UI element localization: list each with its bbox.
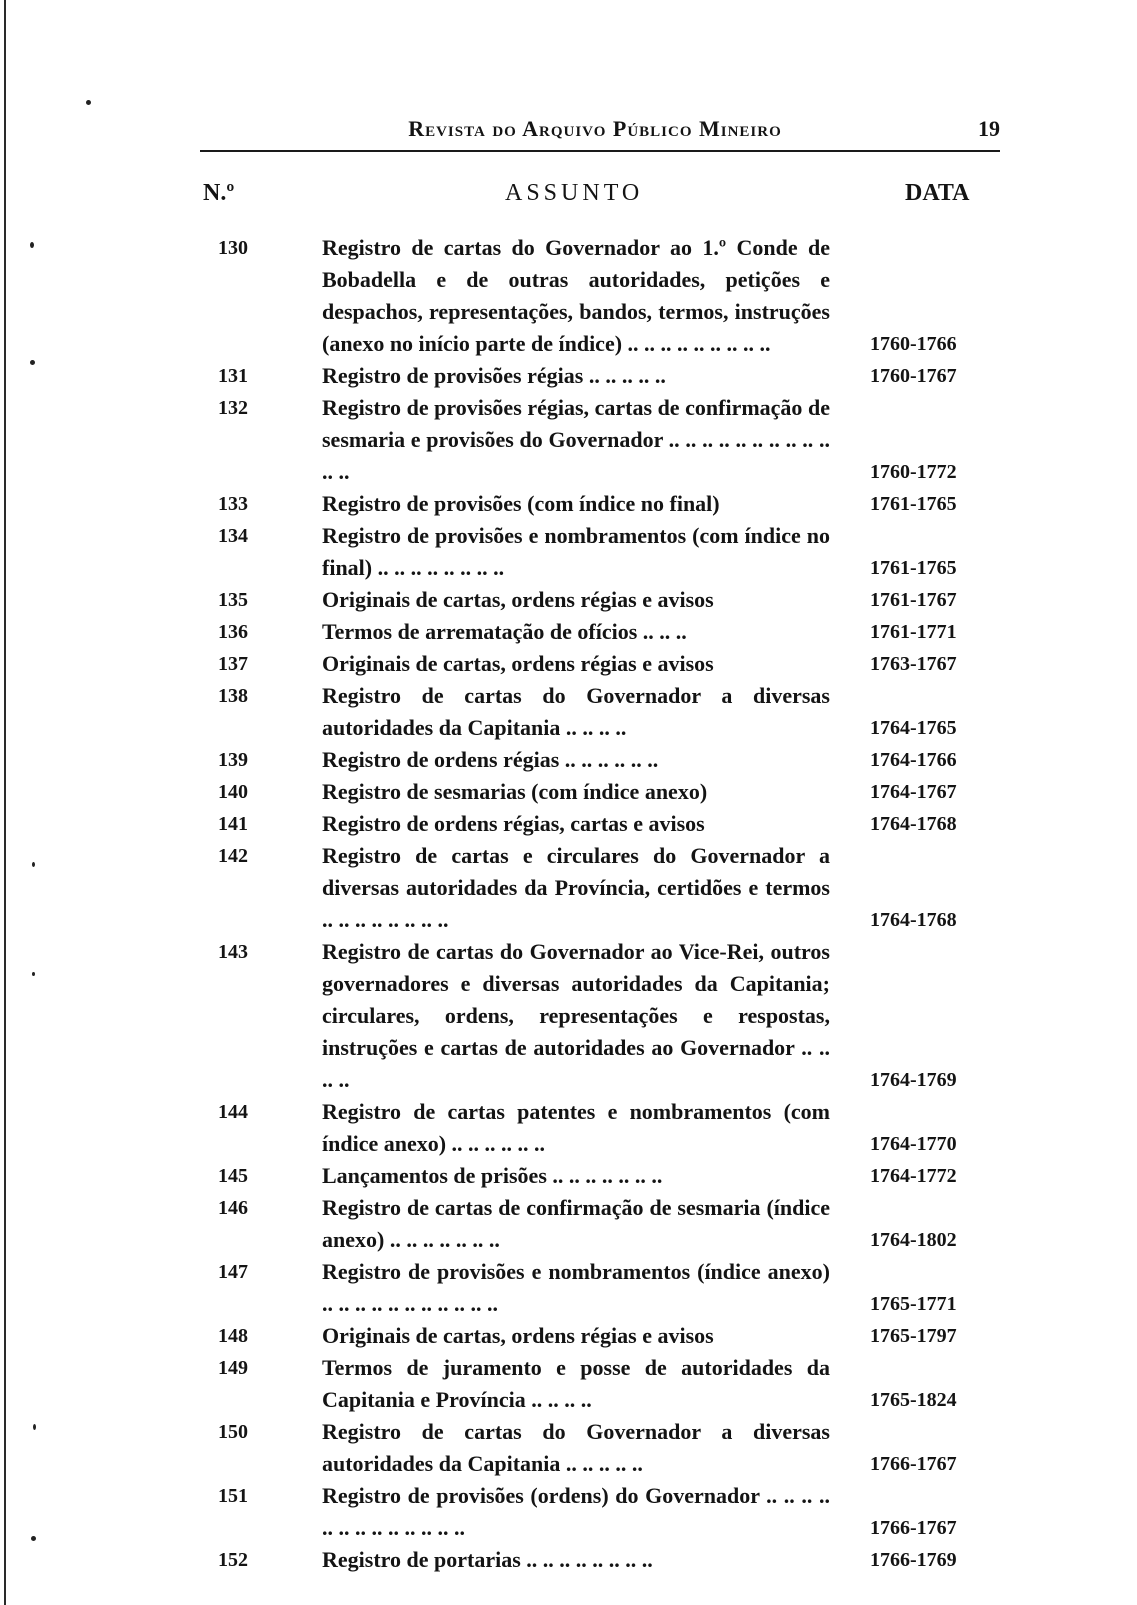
entry-number: 137	[218, 653, 248, 675]
speck	[32, 972, 35, 976]
entry-date: 1764-1802	[870, 1229, 957, 1251]
entry-date: 1763-1767	[870, 653, 957, 675]
entry-date: 1764-1768	[870, 909, 957, 931]
entry-number: 145	[218, 1165, 248, 1187]
entry-date: 1764-1772	[870, 1165, 957, 1187]
entry-number: 130	[218, 237, 248, 259]
speck	[32, 862, 35, 867]
entry-number: 136	[218, 621, 248, 643]
entry-number: 134	[218, 525, 248, 547]
speck	[31, 1536, 36, 1541]
table-row	[200, 616, 1000, 648]
entry-subject: Termos de juramento e posse de autoridades da Capitania e Província .. .. .. ..	[322, 1355, 830, 1412]
table-row	[200, 1192, 1000, 1256]
entry-date: 1761-1765	[870, 493, 957, 515]
table-row	[200, 584, 1000, 616]
entry-number: 144	[218, 1101, 248, 1123]
table-row	[200, 1352, 1000, 1416]
entry-number: 148	[218, 1325, 248, 1347]
speck	[30, 242, 34, 248]
entry-date: 1766-1767	[870, 1453, 957, 1475]
column-header-date: DATA	[905, 180, 970, 206]
table-row	[200, 680, 1000, 744]
running-header	[200, 116, 1000, 146]
column-header-subject: ASSUNTO	[505, 180, 644, 206]
entry-subject: Registro de ordens régias .. .. .. .. .. ..	[322, 747, 659, 772]
table-row	[200, 1160, 1000, 1192]
header-rule	[200, 150, 1000, 152]
column-header-number: N.º	[203, 180, 235, 206]
entry-number: 146	[218, 1197, 248, 1219]
entry-number: 143	[218, 941, 248, 963]
journal-title: Revista do Arquivo Público Mineiro	[408, 116, 782, 141]
speck	[30, 360, 35, 365]
entry-date: 1764-1767	[870, 781, 957, 803]
entry-subject: Lançamentos de prisões .. .. .. .. .. .. ..	[322, 1163, 663, 1188]
entry-number: 151	[218, 1485, 248, 1507]
entry-subject: Registro de ordens régias, cartas e avisos	[322, 811, 705, 836]
entry-date: 1761-1771	[870, 621, 957, 643]
entry-subject: Registro de cartas de confirmação de sesmaria (índice anexo) .. .. .. .. .. .. ..	[322, 1195, 830, 1252]
entry-subject: Registro de provisões régias, cartas de confirmação de sesmaria e provisões do Governador .. .. .. .. .. .. .. .. .. .. .. ..	[322, 395, 830, 484]
table-row	[200, 360, 1000, 392]
entry-subject: Registro de cartas do Governador ao 1.º Conde de Bobadella e de outras autoridades, petições e despachos, representações, bandos, termos, instruções (anexo no início parte de índice) .. .. .. .. .. .. .. .. ..	[322, 235, 830, 356]
entry-subject: Originais de cartas, ordens régias e avisos	[322, 587, 714, 612]
entry-number: 132	[218, 397, 248, 419]
entry-date: 1766-1769	[870, 1549, 957, 1571]
entry-number: 135	[218, 589, 248, 611]
entry-subject: Registro de cartas do Governador ao Vice-Rei, outros governadores e diversas autoridades da Capitania; circulares, ordens, representações e respostas, instruções e cartas de autoridades ao Governador .. .. .. ..	[322, 939, 830, 1092]
entry-date: 1761-1765	[870, 557, 957, 579]
entry-date: 1760-1772	[870, 461, 957, 483]
table-row	[200, 1544, 1000, 1576]
entry-number: 150	[218, 1421, 248, 1443]
entry-subject: Originais de cartas, ordens régias e avisos	[322, 1323, 714, 1348]
page-number: 19	[978, 116, 1000, 141]
entry-date: 1764-1769	[870, 1069, 957, 1091]
speck	[33, 1424, 36, 1430]
entry-date: 1761-1767	[870, 589, 957, 611]
entry-date: 1760-1767	[870, 365, 957, 387]
entry-number: 147	[218, 1261, 248, 1283]
entry-subject: Registro de provisões (ordens) do Governador .. .. .. .. .. .. .. .. .. .. .. .. ..	[322, 1483, 830, 1540]
entry-subject: Registro de cartas do Governador a diversas autoridades da Capitania .. .. .. .. ..	[322, 1419, 830, 1476]
entry-number: 149	[218, 1357, 248, 1379]
entry-number: 141	[218, 813, 248, 835]
table-row	[200, 1416, 1000, 1480]
table-row	[200, 232, 1000, 360]
entry-subject: Registro de portarias .. .. .. .. .. .. .. ..	[322, 1547, 653, 1572]
table-row	[200, 776, 1000, 808]
table-row	[200, 1096, 1000, 1160]
table-row	[200, 1256, 1000, 1320]
entry-subject: Registro de provisões (com índice no final)	[322, 491, 720, 516]
entry-subject: Registro de provisões e nombramentos (índice anexo) .. .. .. .. .. .. .. .. .. .. ..	[322, 1259, 830, 1316]
table-row	[200, 1480, 1000, 1544]
table-row	[200, 936, 1000, 1096]
entry-date: 1766-1767	[870, 1517, 957, 1539]
table-row	[200, 648, 1000, 680]
entry-date: 1765-1797	[870, 1325, 957, 1347]
speck	[86, 100, 91, 105]
page-edge-line	[4, 0, 6, 1605]
entry-subject: Registro de sesmarias (com índice anexo)	[322, 779, 708, 804]
entry-date: 1764-1765	[870, 717, 957, 739]
table-row	[200, 808, 1000, 840]
table-row	[200, 488, 1000, 520]
entry-subject: Registro de provisões régias .. .. .. .. ..	[322, 363, 666, 388]
entry-number: 131	[218, 365, 248, 387]
entry-number: 139	[218, 749, 248, 771]
table-row	[200, 744, 1000, 776]
entry-number: 142	[218, 845, 248, 867]
entry-date: 1764-1768	[870, 813, 957, 835]
entry-subject: Termos de arrematação de ofícios .. .. ..	[322, 619, 687, 644]
entry-date: 1765-1824	[870, 1389, 957, 1411]
table-row	[200, 840, 1000, 936]
entry-number: 140	[218, 781, 248, 803]
table-row	[200, 1320, 1000, 1352]
entry-subject: Registro de cartas patentes e nombramentos (com índice anexo) .. .. .. .. .. ..	[322, 1099, 830, 1156]
entries-table	[200, 232, 1000, 1576]
entry-date: 1764-1770	[870, 1133, 957, 1155]
entry-subject: Registro de cartas do Governador a diversas autoridades da Capitania .. .. .. ..	[322, 683, 830, 740]
entry-subject: Registro de provisões e nombramentos (com índice no final) .. .. .. .. .. .. .. ..	[322, 523, 830, 580]
entry-subject: Registro de cartas e circulares do Governador a diversas autoridades da Província, certidões e termos .. .. .. .. .. .. .. ..	[322, 843, 830, 932]
table-row	[200, 520, 1000, 584]
entry-date: 1760-1766	[870, 333, 957, 355]
table-row	[200, 392, 1000, 488]
entry-date: 1765-1771	[870, 1293, 957, 1315]
entry-date: 1764-1766	[870, 749, 957, 771]
entry-subject: Originais de cartas, ordens régias e avisos	[322, 651, 714, 676]
entry-number: 152	[218, 1549, 248, 1571]
entry-number: 133	[218, 493, 248, 515]
entry-number: 138	[218, 685, 248, 707]
